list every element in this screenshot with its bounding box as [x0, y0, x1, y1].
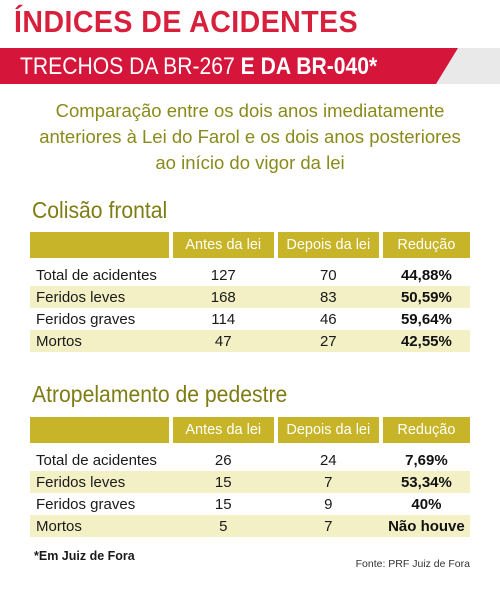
section-title-colisao: Colisão frontal	[32, 197, 168, 223]
cell-reducao: 59,64%	[400, 310, 452, 328]
cell-reducao: 40%	[411, 495, 442, 513]
row-label: Feridos leves	[36, 288, 126, 306]
cell-depois: 70	[319, 266, 337, 284]
cell-reducao: 42,55%	[400, 332, 452, 350]
row-label: Feridos graves	[36, 495, 136, 513]
row-label: Feridos leves	[36, 473, 126, 491]
cell-reducao: 53,34%	[400, 473, 452, 491]
table-colisao-frontal	[30, 232, 470, 352]
header-blank	[30, 232, 169, 258]
cell-antes: 168	[210, 288, 236, 306]
intro-text	[0, 98, 500, 176]
table-header	[30, 417, 470, 443]
section-title-atropelamento: Atropelamento de pedestre	[32, 381, 288, 407]
page-title: ÍNDICES DE ACIDENTES	[14, 4, 359, 39]
row-label: Mortos	[36, 517, 82, 535]
cell-depois: 27	[319, 332, 337, 350]
table-row	[30, 449, 470, 471]
cell-antes: 127	[210, 266, 236, 284]
cell-antes: 15	[214, 473, 232, 491]
cell-reducao: Não houve	[388, 517, 465, 535]
cell-antes: 26	[214, 451, 232, 469]
header-reducao: Redução	[383, 417, 470, 443]
header-depois: Depois da lei	[278, 232, 379, 258]
cell-depois: 7	[324, 473, 333, 491]
footnote: *Em Juiz de Fora	[34, 549, 135, 563]
banner-decoration	[436, 48, 500, 84]
header-antes: Antes da lei	[173, 417, 274, 443]
intro-line: anteriores à Lei do Farol e os dois anos posteriores	[39, 126, 461, 147]
row-label: Total de acidentes	[36, 266, 157, 284]
header-reducao: Redução	[383, 232, 470, 258]
subtitle	[20, 53, 377, 81]
table-header	[30, 232, 470, 258]
row-label: Feridos graves	[36, 310, 136, 328]
table-row	[30, 330, 470, 352]
intro-line: ao início do vigor da lei	[155, 152, 345, 173]
table-row	[30, 493, 470, 515]
cell-depois: 83	[319, 288, 337, 306]
cell-depois: 46	[319, 310, 337, 328]
row-label: Total de acidentes	[36, 451, 157, 469]
cell-reducao: 44,88%	[400, 266, 452, 284]
cell-antes: 15	[214, 495, 232, 513]
cell-depois: 9	[324, 495, 333, 513]
table-row	[30, 264, 470, 286]
row-label: Mortos	[36, 332, 82, 350]
cell-depois: 7	[324, 517, 333, 535]
intro-line: Comparação entre os dois anos imediatamente	[55, 100, 445, 121]
table-atropelamento	[30, 417, 470, 537]
cell-depois: 24	[319, 451, 337, 469]
cell-antes: 47	[214, 332, 232, 350]
header-depois: Depois da lei	[278, 417, 379, 443]
cell-reducao: 50,59%	[400, 288, 452, 306]
subtitle-roads-bold: E DA BR-040*	[234, 53, 378, 80]
header-antes: Antes da lei	[173, 232, 274, 258]
cell-antes: 114	[211, 310, 236, 328]
table-row	[30, 308, 470, 330]
table-row	[30, 471, 470, 493]
source-credit: Fonte: PRF Juiz de Fora	[355, 558, 470, 570]
subtitle-banner	[0, 48, 500, 84]
cell-antes: 5	[219, 517, 228, 535]
table-row	[30, 286, 470, 308]
header-blank	[30, 417, 169, 443]
table-row	[30, 515, 470, 537]
subtitle-roads: TRECHOS DA BR-267	[20, 53, 235, 80]
cell-reducao: 7,69%	[405, 451, 448, 469]
